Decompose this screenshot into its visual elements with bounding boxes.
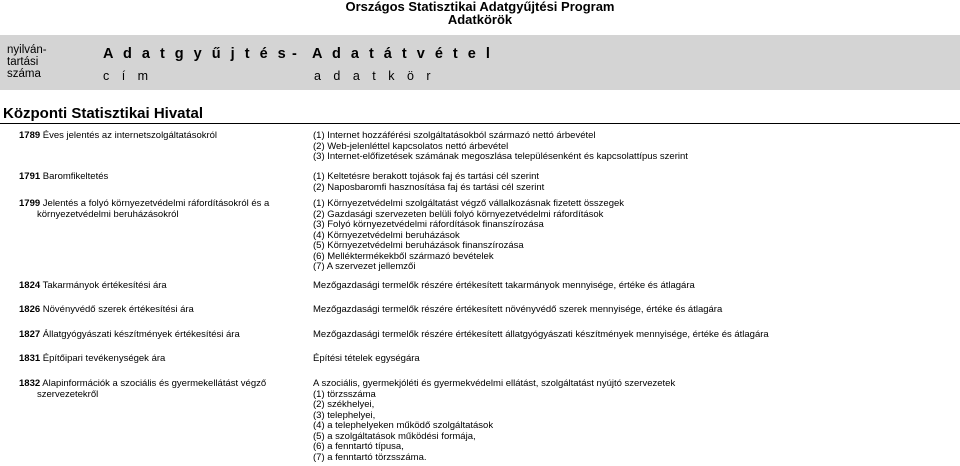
survey-title: Baromfikeltetés xyxy=(42,171,109,182)
organization-name: Központi Statisztikai Hivatal xyxy=(3,105,204,122)
registration-number: 1827 xyxy=(19,329,41,340)
page-header xyxy=(0,0,960,26)
title-subheading: c í m xyxy=(103,69,153,83)
detail-line: (2) Naposbaromfi hasznosítása faj és tartási cél szerint xyxy=(313,181,545,193)
detail-line: (7) A szervezet jellemzői xyxy=(313,261,416,272)
detail-line: A szociális, gyermekjóléti és gyermekvédelmi ellátást, szolgáltatást nyújtó szervezetek xyxy=(313,378,676,389)
detail-line: (1) Környezetvédelmi szolgáltatást végző vállalkozásnak fizetett összegek xyxy=(313,198,625,209)
detail-line: (2) Web-jelenléttel kapcsolatos nettó árbevétel xyxy=(313,140,509,152)
detail-line: Mezőgazdasági termelők részére értékesített állatgyógyászati készítmények mennyisége, értéke és átlagára xyxy=(313,329,769,340)
survey-title: Éves jelentés az internetszolgáltatásokról xyxy=(42,130,218,141)
data-transfer-heading: A d a t á t v é t e l xyxy=(312,46,493,62)
registration-number-header xyxy=(7,44,47,80)
registration-number: 1789 xyxy=(19,130,41,141)
list-item-details xyxy=(313,172,953,193)
survey-title-continuation: környezetvédelmi beruházásokról xyxy=(37,208,179,220)
registration-header-line: nyilván- xyxy=(7,44,47,56)
registration-number: 1826 xyxy=(19,304,41,315)
registration-number: 1832 xyxy=(19,378,41,389)
detail-line: (3) telephelyei, xyxy=(313,409,376,421)
datagroup-subheading: a d a t k ö r xyxy=(314,69,436,83)
detail-line: (2) Gazdasági szervezeten belüli folyó környezetvédelmi ráfordítások xyxy=(313,208,604,220)
survey-title: Építőipari tevékenységek ára xyxy=(42,353,166,364)
list-item-title xyxy=(19,281,284,292)
detail-line: (3) Internet-előfizetések számának megoszlása településenként és kapcsolattípus szerint xyxy=(313,151,688,162)
list-item-title xyxy=(19,330,284,341)
detail-line: (1) Keltetésre berakott tojások faj és tartási cél szerint xyxy=(313,171,539,182)
detail-line: (1) törzsszáma xyxy=(313,388,376,400)
program-subtitle: Adatkörök xyxy=(447,12,513,27)
detail-line: (3) Folyó környezetvédelmi ráfordítások finanszírozása xyxy=(313,219,544,230)
detail-line: (4) Környezetvédelmi beruházások xyxy=(313,229,460,241)
list-item-title xyxy=(19,199,284,220)
detail-line: (4) a telephelyeken működő szolgáltatások xyxy=(313,420,494,431)
list-item-title xyxy=(19,379,284,400)
detail-line: Mezőgazdasági termelők részére értékesített takarmányok mennyisége, értéke és átlagára xyxy=(313,280,695,291)
program-title: Országos Statisztikai Adatgyűjtési Program xyxy=(345,0,615,14)
list-item-details xyxy=(313,199,953,273)
detail-line: (1) Internet hozzáférési szolgáltatásokból származó nettó árbevétel xyxy=(313,130,596,141)
registration-number: 1831 xyxy=(19,353,41,364)
list-item-details xyxy=(313,354,953,365)
survey-title: Növényvédő szerek értékesítési ára xyxy=(42,304,194,315)
registration-number: 1791 xyxy=(19,171,41,182)
divider xyxy=(0,123,960,124)
detail-line: (7) a fenntartó törzsszáma. xyxy=(313,451,427,463)
detail-line: (6) a fenntartó típusa, xyxy=(313,441,404,452)
registration-header-line: száma xyxy=(7,68,41,80)
list-item-details xyxy=(313,305,953,316)
list-item-details xyxy=(313,281,953,292)
list-item-title xyxy=(19,131,284,142)
header-dash: - xyxy=(292,46,300,62)
survey-title: Jelentés a folyó környezetvédelmi ráfordításokról és a xyxy=(42,198,270,209)
registration-number: 1824 xyxy=(19,280,41,291)
detail-line: (6) Melléktermékekből származó bevételek xyxy=(313,250,494,262)
data-collection-heading: A d a t g y ű j t é s xyxy=(103,46,289,62)
list-item-title xyxy=(19,354,284,365)
detail-line: Mezőgazdasági termelők részére értékesített növényvédő szerek mennyisége, értéke és átlagára xyxy=(313,304,723,315)
detail-line: (2) székhelyei, xyxy=(313,399,375,410)
survey-title: Takarmányok értékesítési ára xyxy=(42,280,167,291)
survey-title-continuation: szervezetekről xyxy=(37,388,99,400)
survey-title: Alapinformációk a szociális és gyermekellátást végző xyxy=(42,378,267,389)
list-item-details xyxy=(313,379,953,463)
list-item-details xyxy=(313,131,953,163)
list-item-details xyxy=(313,330,953,341)
list-item-title xyxy=(19,305,284,316)
detail-line: (5) a szolgáltatások működési formája, xyxy=(313,430,476,442)
detail-line: (5) Környezetvédelmi beruházások finanszírozása xyxy=(313,240,524,251)
list-item-title xyxy=(19,172,284,183)
survey-title: Állatgyógyászati készítmények értékesítési ára xyxy=(42,329,240,340)
registration-number: 1799 xyxy=(19,198,41,209)
registration-header-line: tartási xyxy=(7,56,39,68)
detail-line: Építési tételek egységára xyxy=(313,353,420,364)
column-header-bar xyxy=(0,35,960,90)
